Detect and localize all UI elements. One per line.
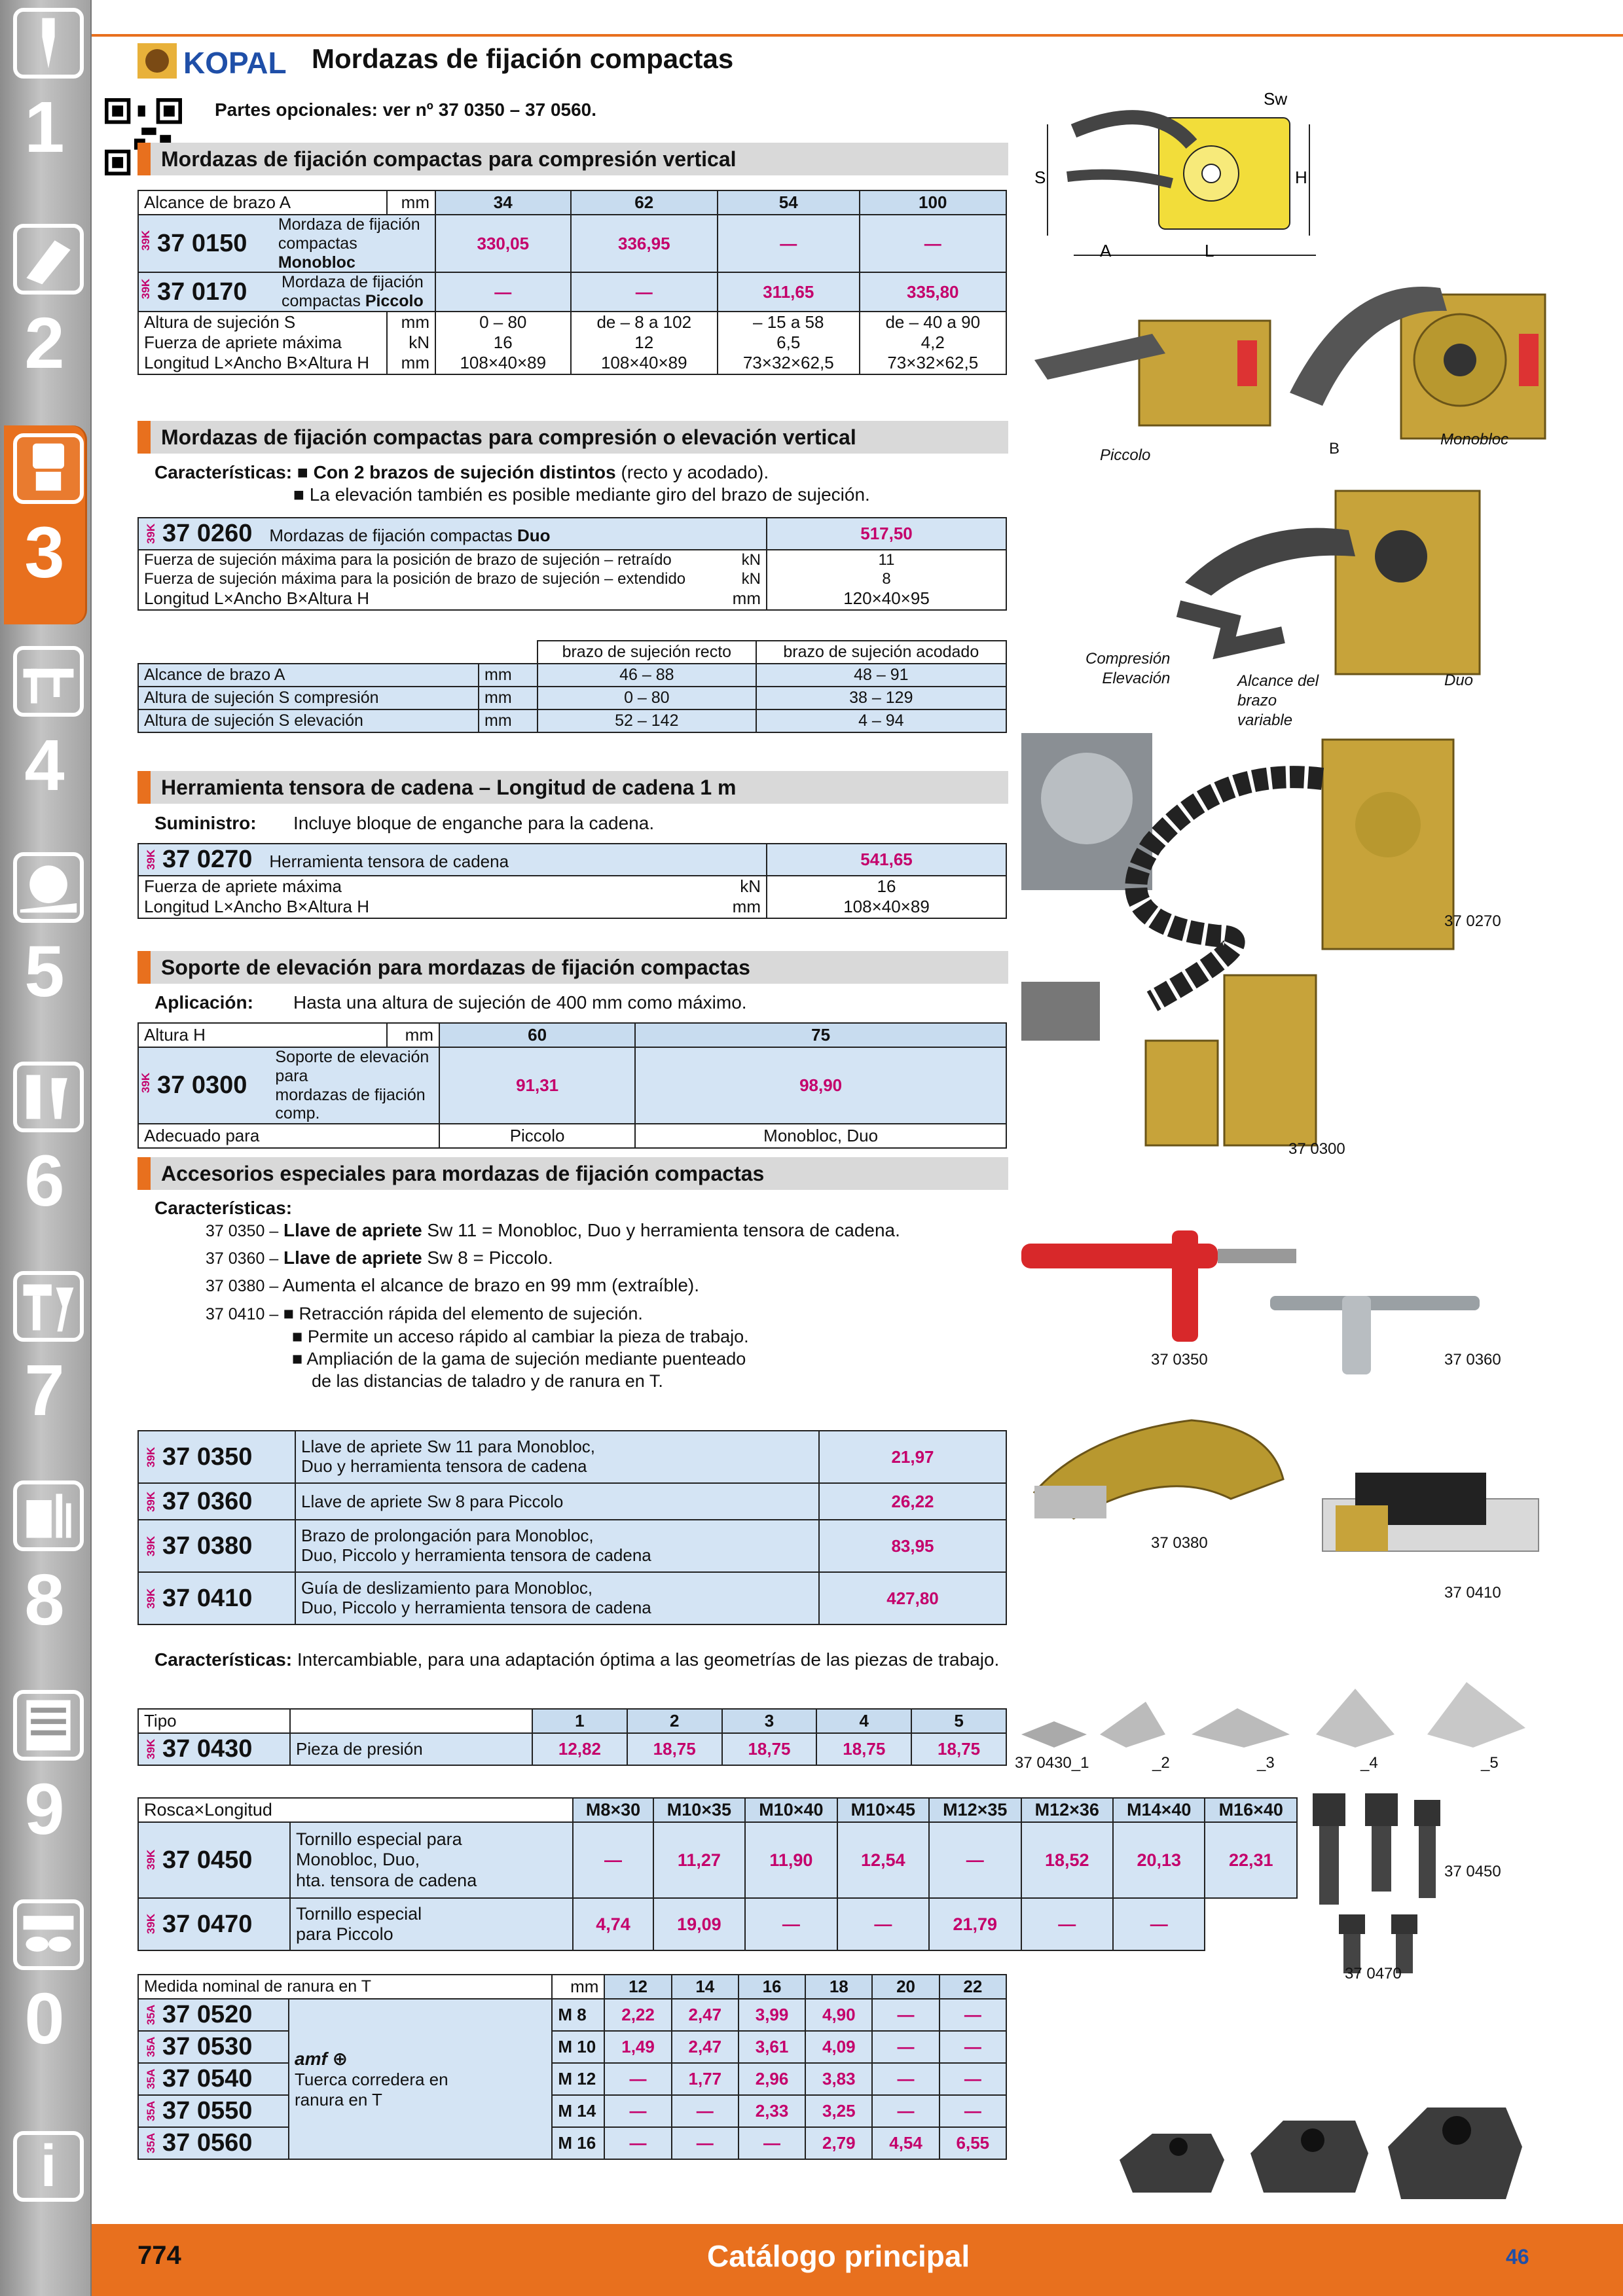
table-row[interactable]: 35A 37 0520 amf ⊕ Tuerca corredera en ranura en T M 8 2,22 2,47 3,99 4,90 — — xyxy=(138,1999,1006,2031)
table-row[interactable]: 35A 37 0560 M 16 — — — 2,79 4,54 6,55 xyxy=(138,2127,1006,2159)
safety-glasses-icon xyxy=(13,1899,84,1970)
label-b: B xyxy=(1329,440,1340,457)
label-sw: Sw xyxy=(1264,89,1288,109)
duo-arm-table: brazo de sujeción recto brazo de sujeción acodado Alcance de brazo A mm 46 – 88 48 – 91 Altura de sujeción S compresión mm 0 – 80 38 – 129 Altura de sujeción S elevación mm 52 – 142 4 – 94 xyxy=(137,640,1007,733)
screw-table: Rosca×Longitud M8×30 M10×35 M10×40 M10×45 M12×35 M12×36 M14×40 M16×40 39K 37 0450 Tornillo especial para Monobloc, Duo, hta. tensora de cadena — 11,27 11,90 12,54 — 18,52 20,13 22,31 39K 37 0470 Tornillo especial para Piccolo 4,74 19,09 — — 21,79 — — xyxy=(137,1797,1298,1951)
feature-line: 37 0410 – ■ Retracción rápida del elemento de sujeción. ■ Permite un acceso rápido al cambiar la pieza de trabajo. ■ Ampliación de la gama de sujeción mediante puenteado de las distancias de taladro y de ranura en T. xyxy=(206,1304,749,1391)
chuck-icon xyxy=(13,433,84,504)
chain-tool-table: 39K 37 0270 Herramienta tensora de cadena 541,65 Fuerza de apriete máxima kN 16 Longitud L×Ancho B×Altura H mm 108×40×89 xyxy=(137,843,1007,919)
caption-part: 37 0430_1 xyxy=(1015,1754,1089,1772)
sidebar-tab-info[interactable] xyxy=(4,2127,85,2219)
sub-page-number: 46 xyxy=(1506,2245,1529,2269)
toolbox-icon xyxy=(13,1480,84,1551)
feature-line: 37 0350 – Llave de apriete Sw 11 = Monobloc, Duo y herramienta tensora de cadena. xyxy=(206,1220,900,1240)
sidebar-tab-0[interactable] xyxy=(4,1892,85,2090)
label-a: A xyxy=(1100,241,1112,260)
table-row[interactable]: 39K 37 0260 Mordazas de fijación compactas Duo 517,50 xyxy=(138,518,1006,550)
section-heading: Mordazas de fijación compactas para compresión vertical xyxy=(137,143,1008,175)
vertical-clamp-table: Alcance de brazo A mm 34 62 54 100 39K 37 0150 Mordaza de fijación compactas Monobloc 330,05 336,95 — — 39K 37 0170 Mordaza de fijación compactas Piccolo — — 311,65 335,80 Altura de sujeción S mm 0 – 80 de – 8 a 102 – 15 a 58 de – 40 a 90 Fuerza de apriete máxima kN 16 12 6,5 4,2 Longitud L×Ancho B×Altura H mm 108×40×89 108×40×89 73×32×62,5 73×32×62,5 xyxy=(137,190,1007,375)
screws-image xyxy=(1309,1787,1453,1977)
table-row[interactable]: 39K 37 0150 Mordaza de fijación compactas Monobloc 330,05 336,95 — — xyxy=(138,215,1006,272)
pressure-piece-table: Tipo 1 2 3 4 5 39K 37 0430 Pieza de presión 12,82 18,75 18,75 18,75 18,75 xyxy=(137,1708,1007,1766)
table-row[interactable]: 39K 37 0270 Herramienta tensora de cadena 541,65 xyxy=(138,844,1006,876)
accessories-table xyxy=(137,1430,1007,1625)
slide-guide-image xyxy=(1316,1440,1552,1584)
extension-arm-image xyxy=(1021,1407,1296,1538)
label-h: H xyxy=(1295,168,1307,187)
page-title: Mordazas de fijación compactas xyxy=(312,43,734,74)
feature-line: 37 0380 – Aumenta el alcance de brazo en 99 mm (extraíble). xyxy=(206,1275,700,1295)
t-slot-nut-table: Medida nominal de ranura en T mm 12 14 16 18 20 22 35A 37 0520 amf ⊕ Tuerca corredera en ranura en T M 8 2,22 2,47 3,99 4,90 — — 35A 37 0530 M 10 1,49 2,47 3,61 4,09 — — 35A 37 0540 M 12 — 1,77 2,96 3,83 — — 35A 37 0550 M 14 — — 2,33 3,25 — — 35A 37 0560 M 16 — — — 2,79 4,54 6,55 xyxy=(137,1974,1007,2160)
caption-370410: 37 0410 xyxy=(1444,1584,1501,1602)
page-number: 774 xyxy=(137,2241,181,2270)
section-heading: Accesorios especiales para mordazas de fijación compactas xyxy=(137,1157,1008,1190)
feature-line: 37 0360 – Llave de apriete Sw 8 = Piccolo. xyxy=(206,1247,553,1268)
monobloc-image xyxy=(1270,249,1571,458)
features-label: Características: xyxy=(155,1198,293,1218)
svg-text:KOPAL: KOPAL xyxy=(183,46,287,80)
caption-piccolo: Piccolo xyxy=(1100,446,1151,464)
features-line: Características: Intercambiable, para una adaptación óptima a las geometrías de las piezas de trabajo. xyxy=(155,1649,1000,1670)
section-heading: Herramienta tensora de cadena – Longitud de cadena 1 m xyxy=(137,771,1008,804)
drill-icon xyxy=(13,8,84,79)
features-line: Características: ■ Con 2 brazos de sujeción distintos (recto y acodado). xyxy=(155,462,769,482)
table-row[interactable]: 35A 37 0550 M 14 — — 2,33 3,25 — — xyxy=(138,2095,1006,2127)
riser-table: Altura H mm 60 75 39K 37 0300 Soporte de elevación para mordazas de fijación comp. 91,31 98,90 Adecuado para Piccolo Monobloc, Duo xyxy=(137,1022,1007,1149)
piccolo-image xyxy=(1021,288,1296,439)
sidebar-tab-3[interactable] xyxy=(4,425,85,624)
saw-blade-icon xyxy=(13,852,84,923)
table-row[interactable]: 39K 37 0380 Brazo de prolongación para Monobloc, Duo, Piccolo y herramienta tensora de cadena 83,95 xyxy=(138,1520,1006,1572)
supply-line: Suministro: Incluye bloque de enganche para la cadena. xyxy=(155,813,655,833)
caption-part: _2 xyxy=(1152,1754,1170,1772)
table-row[interactable]: 35A 37 0530 M 10 1,49 2,47 3,61 4,09 — — xyxy=(138,2031,1006,2063)
sidebar-tab-6[interactable] xyxy=(4,1054,85,1253)
duo-image xyxy=(1152,478,1493,687)
caption-part: _4 xyxy=(1360,1754,1378,1772)
kopal-logo xyxy=(137,39,301,81)
table-row[interactable]: 35A 37 0540 M 12 — 1,77 2,96 3,83 — — xyxy=(138,2063,1006,2095)
table-row[interactable]: 39K 37 0300 Soporte de elevación para mordazas de fijación comp. 91,31 98,90 xyxy=(138,1047,1006,1124)
caption-370360: 37 0360 xyxy=(1444,1351,1501,1369)
caption-370350: 37 0350 xyxy=(1151,1351,1208,1369)
sidebar-number: 8 xyxy=(24,1560,65,1640)
sidebar-number: 6 xyxy=(24,1141,65,1221)
caption-part: _3 xyxy=(1257,1754,1275,1772)
wrench-icon xyxy=(13,1062,84,1132)
info-icon: i xyxy=(13,2131,84,2202)
features-line: ■ La elevación también es posible mediante giro del brazo de sujeción. xyxy=(293,484,870,505)
table-row[interactable]: 39K 37 0450 Tornillo especial para Monobloc, Duo, hta. tensora de cadena — 11,27 11,90 12,54 — 18,52 20,13 22,31 xyxy=(138,1822,1297,1898)
sidebar-number: 7 xyxy=(24,1350,65,1431)
sidebar-tab-5[interactable] xyxy=(4,844,85,1043)
milling-insert-icon xyxy=(13,224,84,295)
sidebar-number: 0 xyxy=(24,1979,65,2059)
sidebar-number: 2 xyxy=(24,303,65,384)
caption-monobloc: Monobloc xyxy=(1440,431,1509,448)
section-heading: Soporte de elevación para mordazas de fijación compactas xyxy=(137,951,1008,984)
t-slot-nuts-image xyxy=(1113,2094,1532,2206)
caption-compression: Compresión Elevación xyxy=(1085,650,1171,687)
sidebar-number: 5 xyxy=(24,931,65,1012)
sidebar-tab-8[interactable] xyxy=(4,1473,85,1672)
label-s: S xyxy=(1034,168,1046,187)
sidebar xyxy=(0,0,92,2296)
cabinet-icon xyxy=(13,1690,84,1761)
caption-370270: 37 0270 xyxy=(1444,912,1501,930)
hammer-pliers-icon xyxy=(13,1271,84,1342)
sidebar-tab-4[interactable] xyxy=(4,638,85,837)
caption-part: _5 xyxy=(1481,1754,1499,1772)
table-row[interactable]: 39K 37 0430 Pieza de presión 12,82 18,75 18,75 18,75 18,75 xyxy=(138,1733,1006,1765)
dimension-diagram xyxy=(1021,85,1322,275)
caption-variable-arm: Alcance del brazo variable xyxy=(1237,672,1319,729)
table-row[interactable]: 39K 37 0410 Guía de deslizamiento para Monobloc, Duo, Piccolo y herramienta tensora de cadena 427,80 xyxy=(138,1572,1006,1624)
sidebar-number: 9 xyxy=(24,1769,65,1850)
sidebar-tab-7[interactable] xyxy=(4,1263,85,1462)
sidebar-tab-9[interactable] xyxy=(4,1682,85,1881)
pressure-pieces-image xyxy=(1015,1676,1539,1761)
table-row[interactable]: 39K 37 0360 Llave de apriete Sw 8 para Piccolo 26,22 xyxy=(138,1483,1006,1520)
table-row[interactable]: 39K 37 0170 Mordaza de fijación compactas Piccolo — — 311,65 335,80 xyxy=(138,272,1006,312)
sidebar-tab-2[interactable] xyxy=(4,216,85,415)
caption-370450: 37 0450 xyxy=(1444,1863,1501,1880)
optional-parts-note: Partes opcionales: ver nº 37 0350 – 37 0560. xyxy=(215,99,597,120)
application-line: Aplicación: Hasta una altura de sujeción de 400 mm como máximo. xyxy=(155,992,747,1013)
sidebar-number: 3 xyxy=(24,512,65,593)
caption-370470: 37 0470 xyxy=(1345,1965,1402,1982)
caliper-icon xyxy=(13,646,84,717)
table-row[interactable]: 39K 37 0350 Llave de apriete Sw 11 para Monobloc, Duo y herramienta tensora de cadena 21,97 xyxy=(138,1431,1006,1483)
section-heading: Mordazas de fijación compactas para compresión o elevación vertical xyxy=(137,421,1008,454)
sidebar-number: 1 xyxy=(24,87,65,168)
riser-image xyxy=(1021,962,1322,1152)
duo-clamp-table: 39K 37 0260 Mordazas de fijación compactas Duo 517,50 Fuerza de sujeción máxima para la posición de brazo de sujeción – retraído kN 11 Fuerza de sujeción máxima para la posición de brazo de sujeción – extendido kN 8 Longitud L×Ancho B×Altura H mm 120×40×95 xyxy=(137,517,1007,611)
header-rule xyxy=(92,34,1623,37)
caption-370300: 37 0300 xyxy=(1288,1140,1345,1158)
caption-370380: 37 0380 xyxy=(1151,1534,1208,1552)
amf-logo: amf ⊕ xyxy=(295,2049,348,2069)
caption-duo: Duo xyxy=(1444,672,1474,689)
sidebar-tab-1[interactable] xyxy=(4,0,85,199)
label-l: L xyxy=(1205,241,1214,260)
sidebar-number: 4 xyxy=(24,725,65,806)
catalog-title: Catálogo principal xyxy=(707,2239,970,2273)
table-row[interactable]: 39K 37 0470 Tornillo especial para Piccolo 4,74 19,09 — — 21,79 — — xyxy=(138,1898,1297,1950)
